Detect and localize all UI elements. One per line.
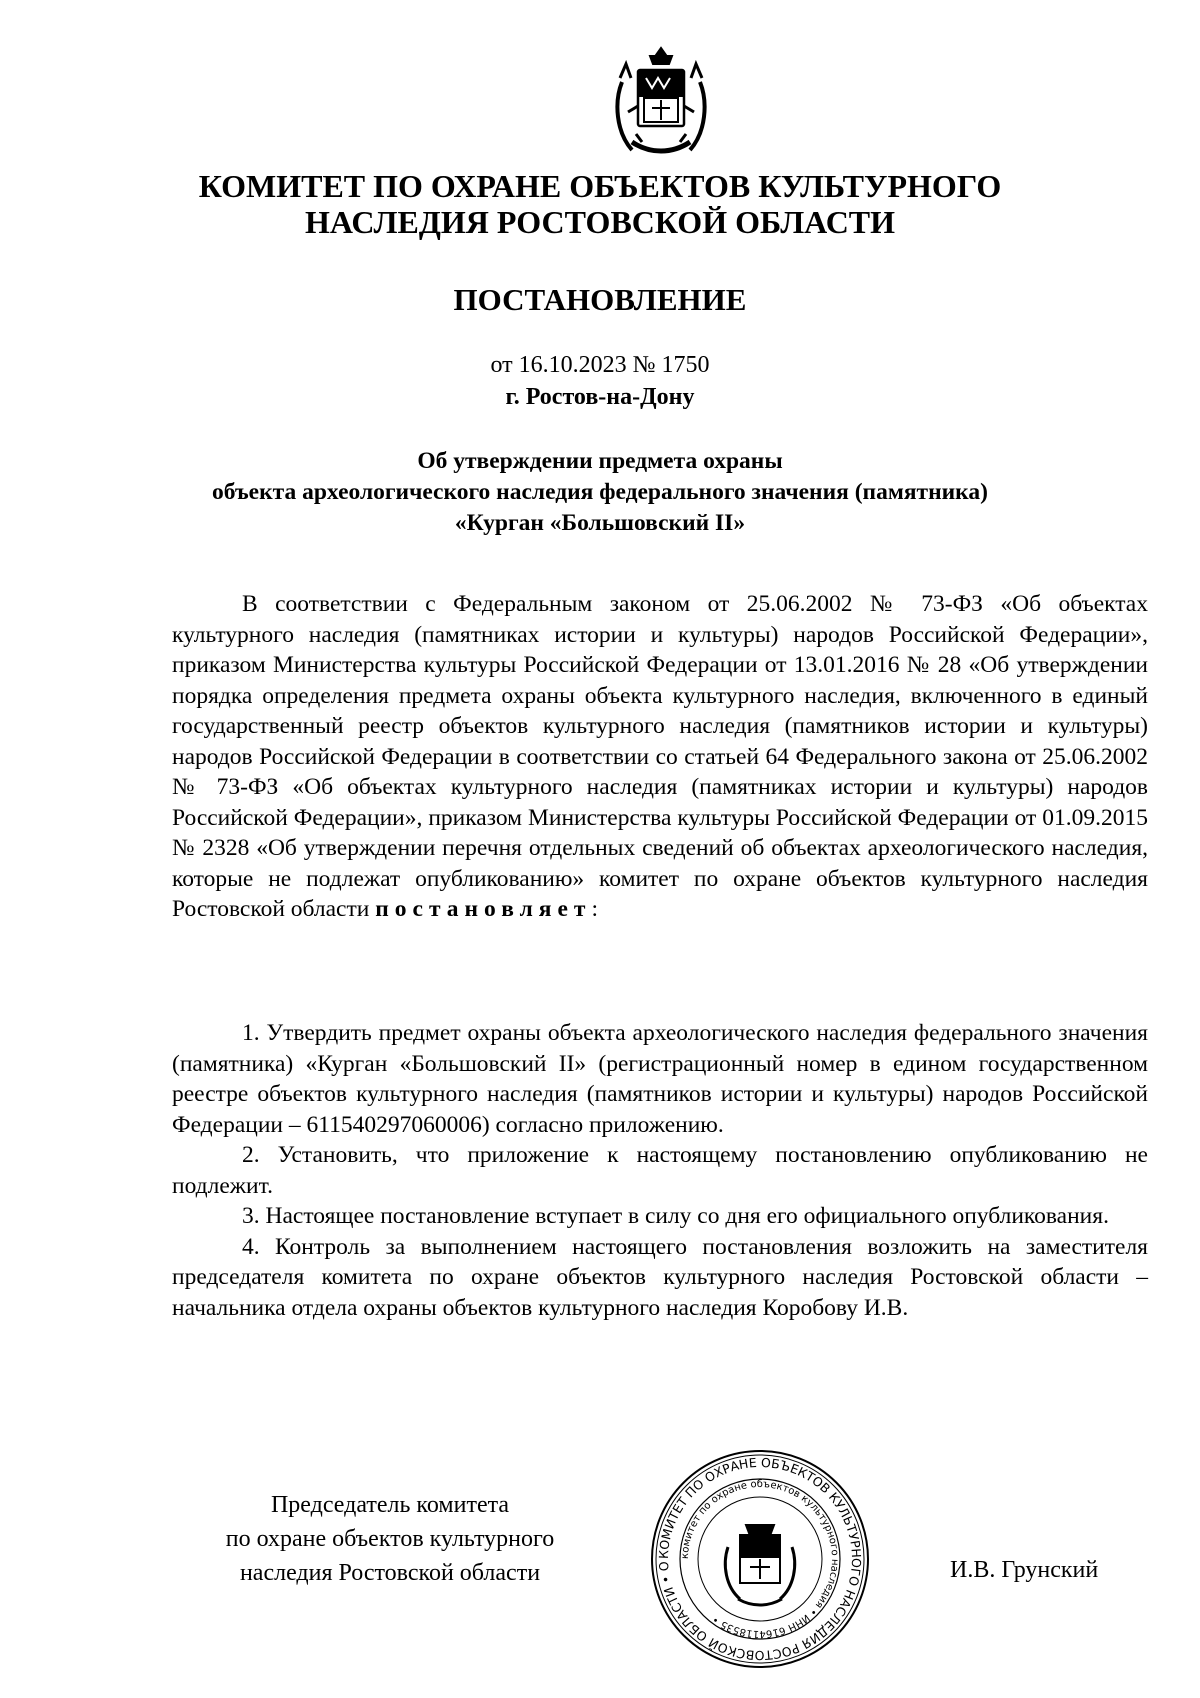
organization-name-line2: НАСЛЕДИЯ РОСТОВСКОЙ ОБЛАСТИ	[304, 204, 896, 240]
document-city: г. Ростов-на-Дону	[505, 384, 695, 410]
subject-line1: Об утверждении предмета охраны	[417, 448, 783, 474]
decree-items	[172, 1018, 1148, 1323]
list-item: 3. Настоящее постановление вступает в силу со дня его официального опубликования.	[242, 1203, 1109, 1229]
signatory-title	[170, 1488, 610, 1590]
coat-of-arms-icon	[610, 42, 712, 162]
seal-inner-text: комитет по охране объектов культурного наследия • ИНН 6164118535 •	[679, 1478, 841, 1640]
organization-name	[0, 168, 1200, 240]
document-type: ПОСТАНОВЛЕНИЕ	[453, 282, 747, 317]
signatory-title-line3: наследия Ростовской области	[239, 1560, 541, 1586]
preamble-colon: :	[591, 896, 599, 922]
list-item: 1. Утвердить предмет охраны объекта археологического наследия федерального значения (памятника) «Курган «Большовский II» (регистрационный номер в едином государственном реестре объектов культурного наследия (памятников истории и культуры) народов Российской Федерации – 611540297060006) согласно приложению.	[172, 1020, 1148, 1138]
subject-line3: «Курган «Большовский II»	[454, 510, 746, 536]
organization-name-line1: КОМИТЕТ ПО ОХРАНЕ ОБЪЕКТОВ КУЛЬТУРНОГО	[198, 168, 1002, 204]
official-seal-icon	[648, 1447, 872, 1671]
list-item: 4. Контроль за выполнением настоящего постановления возложить на заместителя председателя комитета по охране объектов культурного наследия Ростовской области – начальника отдела охраны объектов культурного наследия Коробову И.В.	[172, 1233, 1148, 1321]
signatory-title-line2: по охране объектов культурного	[225, 1526, 555, 1552]
document-subject	[0, 446, 1200, 539]
preamble	[172, 589, 1148, 925]
decree-word: постановляет	[375, 896, 592, 922]
preamble-paragraph	[172, 589, 1148, 925]
signatory-name: И.В. Грунский	[950, 1557, 1099, 1583]
preamble-text: В соответствии с Федеральным законом от 25.06.2002 № 73-ФЗ «Об объектах культурного наследия (памятниках истории и культуры) народов Российской Федерации», приказом Министерства культуры Российской Федерации от 13.01.2016 № 28 «Об утверждении порядка определения предмета охраны объекта культурного наследия, включенного в единый государственный реестр объектов культурного наследия (памятников истории и культуры) народов Российской Федерации в соответствии со статьей 64 Федерального закона от 25.06.2002 № 73-ФЗ «Об объектах культурного наследия (памятниках истории и культуры) народов Российской Федерации», приказом Министерства культуры Российской Федерации от 01.09.2015 № 2328 «Об утверждении перечня отдельных сведений об объектах археологического наследия, которые не подлежат опубликованию» комитет по охране объектов культурного наследия Ростовской области	[172, 591, 1148, 922]
document-date-number: от 16.10.2023 № 1750	[490, 352, 710, 378]
seal-ring-text: КОМИТЕТ ПО ОХРАНЕ ОБЪЕКТОВ КУЛЬТУРНОГО НАСЛЕДИЯ РОСТОВСКОЙ ОБЛАСТИ • О	[655, 1454, 865, 1664]
subject-line2: объекта археологического наследия федерального значения (памятника)	[212, 479, 988, 505]
list-item: 2. Установить, что приложение к настоящему постановлению опубликованию не подлежит.	[172, 1142, 1148, 1199]
signatory-title-line1: Председатель комитета	[270, 1492, 510, 1518]
